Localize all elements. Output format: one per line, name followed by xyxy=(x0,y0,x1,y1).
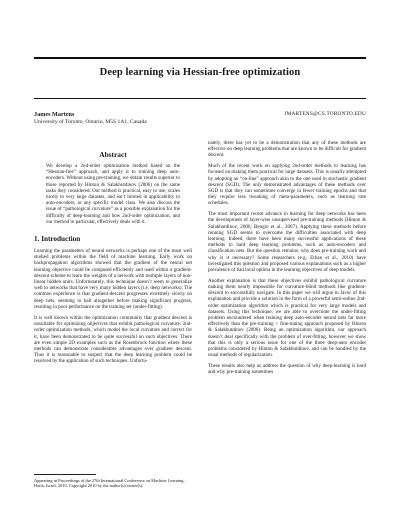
abstract-text: We develop a 2nd-order optimization method based on the “Hessian-free” approach, and apply it to training deep auto-encoders. Without using pre-training, we obtain results superior to those reported by Hinton & Salakhutdinov (2006) on the same tasks they considered. Our method is practical, easy to use, scales nicely to very large datasets, and isn’t limited in applicability to auto-encoders, or any specific model class. We also discuss the issue of “pathological curvature” as a possible explanation for the difficulty of deep-learning and how 2nd-order optimization, and our method in particular, effectively deals with it. xyxy=(46,163,180,225)
intro-paragraph: It is well known within the optimization community that gradient descent is unsuitable for optimizing objectives that exhibit pathological curvature. 2nd-order optimization methods, which model the local curvature and correct for it, have been demonstrated to be quite successful on such objectives. There are even simple 2D examples such as the Rosenbrock function where these methods can demonstrate considerable advantages over gradient descent. Thus it is reasonable to suspect that the deep learning problem could be resolved by the application of such techniques. Unfortu- xyxy=(34,315,192,365)
body-paragraph: nately, there has yet to be a demonstration that any of these methods are effective on deep learning problems that are known to be difficult for gradient descent. xyxy=(208,140,366,159)
footnote: Appearing in Proceedings of the 27th International Conference on Machine Learning, Haifa, Israel, 2010. Copyright 2010 by the author(s)/owner(s). xyxy=(34,478,185,489)
abstract-heading: Abstract xyxy=(99,150,127,159)
author-email: JMARTENS@CS.TORONTO.EDU xyxy=(284,111,366,117)
author-affiliation: University of Toronto, Ontario, M5S 1A1, Canada xyxy=(34,119,147,125)
section-heading-introduction: 1. Introduction xyxy=(34,235,81,244)
paper-title: Deep learning via Hessian-free optimization xyxy=(99,67,301,78)
intro-paragraph: Learning the parameters of neural networks is perhaps one of the most well studied problems within the field of machine learning. Early work on backpropagation algorithms showed that the gradient of the neural net learning objective could be computed efficiently and used within a gradient-descent scheme to learn the weights of a network with multiple layers of non-linear hidden units. Unfortunately, this technique doesn’t seem to generalize well to networks that have very many hidden layers (i.e. deep networks). The common experience is that gradient-descent progresses extremely slowly on deep nets, seeming to halt altogether before making significant progress, resulting in poor performance on the training set (under-fitting). xyxy=(34,248,192,310)
body-paragraph: Much of the recent work on applying 2nd-order methods to learning has focused on making them practical for large datasets. This is usually attempted by adopting an “on-line” approach akin to the one used in stochastic gradient descent (SGD). The only demonstrated advantages of these methods over SGD is that they can sometimes converge in fewer training epochs and that they require less tweaking of meta-parameters, such as learning rate schedules. xyxy=(208,163,366,207)
footnote-rule xyxy=(34,474,96,475)
title-rule-top xyxy=(34,57,366,59)
author-name: James Martens xyxy=(34,111,75,118)
title-rule-bottom xyxy=(34,98,366,99)
body-paragraph: The most important recent advance in learning for deep networks has been the development of layer-wise unsupervised pre-training methods (Hinton & Salakhutdinov, 2006; Bengio et al., 2007). Applying these methods before running SGD seems to overcome the difficulties associated with deep learning. Indeed, there have been many successful applications of these methods to hard deep learning problems, such as auto-encoders and classification nets. But the question remains: why does pre-training work and why is it necessary? Some researchers (e.g. Erhan et al., 2010) have investigated this question and proposed various explanations such as a higher prevalence of bad local optima in the learning objectives of deep models. xyxy=(208,211,366,274)
right-column xyxy=(208,140,366,380)
body-paragraph: Another explanation is that these objectives exhibit pathological curvature making them nearly impossible for curvature-blind methods like gradient-descent to successfully navigate. In this paper we will argue in favor of this explanation and provide a solution in the form of a powerful semi-online 2nd-order optimization algorithm which is practical for very large models and datasets. Using this technique, we are able to overcome the under-fitting problem encountered when training deep auto-encoder neural nets far more effectively than the pre-training + fine-tuning approach proposed by Hinton & Salakhutdinov (2006). Being an optimization algorithm, our approach doesn’t deal specifically with the problem of over-fitting, however we show that this is only a serious issue for one of the three deep-auto encoder problems considered by Hinton & Salakhutdinov, and can be handled by the usual methods of regularization. xyxy=(208,277,366,359)
left-column xyxy=(34,150,192,370)
body-paragraph: These results also help us address the question of why deep-learning is hard and why pre-training sometimes xyxy=(208,363,366,376)
